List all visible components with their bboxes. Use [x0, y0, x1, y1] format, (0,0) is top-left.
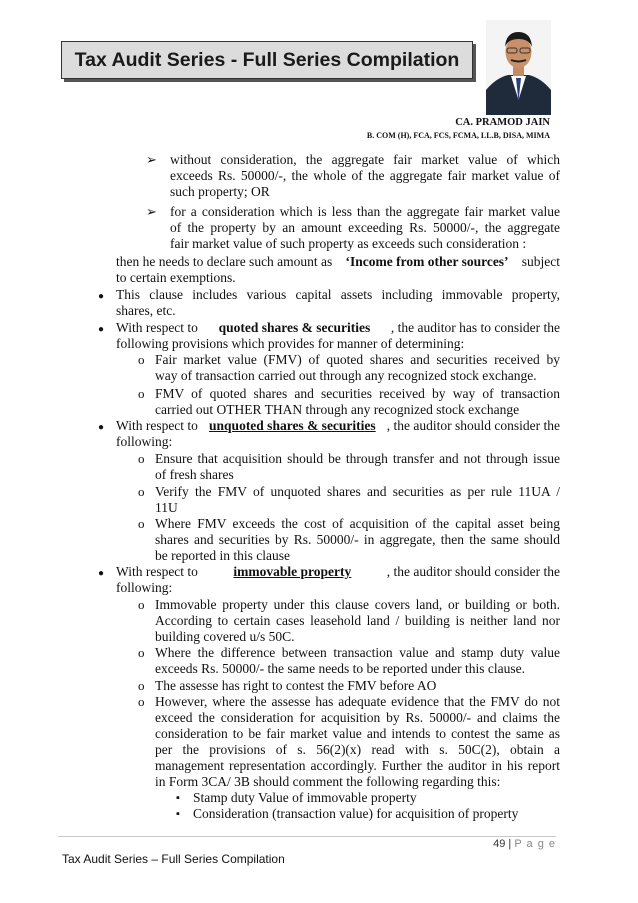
- page-number: 49: [493, 838, 506, 850]
- bullet-emphasis: unquoted shares & securities: [209, 418, 376, 433]
- arrow-item-line: without consideration, the aggregate fair market value of which: [170, 152, 560, 167]
- author-qualifications: B. COM (H), FCA, FCS, FCMA, LL.B, DISA, MIMA: [366, 131, 550, 140]
- bullet-line: [116, 418, 560, 434]
- bullet-marker: ●: [98, 568, 105, 579]
- arrow-item-line: such property; OR: [170, 184, 270, 199]
- bullet-marker: ●: [98, 324, 105, 335]
- page-number-block: 49 | P a g e: [493, 838, 556, 850]
- square-item: Consideration (transaction value) for acquisition of property: [193, 806, 519, 821]
- footer-series-name: Tax Audit Series – Full Series Compilation: [62, 852, 285, 866]
- sub-line: According to certain cases leasehold land / building is neither land nor: [155, 613, 560, 628]
- bullet-emphasis: quoted shares & securities: [218, 320, 371, 335]
- bullet-emphasis: immovable property: [233, 564, 352, 579]
- sub-line: per the provisions of s. 56(2)(x) read with s. 50C(2), obtain a: [155, 742, 560, 757]
- sub-marker: o: [138, 645, 145, 660]
- author-photo-image: [486, 20, 551, 115]
- author-photo: [486, 20, 551, 115]
- arrow-item-line: for a consideration which is less than the aggregate fair market value: [170, 204, 560, 219]
- bullet-marker: ●: [98, 291, 105, 302]
- arrow-item-line: fair market value of such property as exceeds such consideration :: [170, 236, 527, 251]
- sub-line: Verify the FMV of unquoted shares and securities as per rule 11UA /: [155, 484, 560, 499]
- declare-text: subject: [521, 254, 560, 269]
- bullet-marker: ●: [98, 422, 105, 433]
- sub-line: exceeds Rs. 50000/- the same needs to be reported under this clause.: [155, 661, 526, 676]
- sub-marker: o: [138, 694, 145, 709]
- sub-line: in Form 3CA/ 3B should comment the following regarding this:: [155, 774, 501, 789]
- bullet-line: following:: [116, 434, 173, 449]
- page-title: Tax Audit Series - Full Series Compilation: [74, 49, 460, 71]
- sub-marker: o: [138, 386, 145, 401]
- arrow-item-line: of the property by an amount exceeding Rs. 50000/-, the aggregate: [170, 220, 560, 235]
- bullet-line: This clause includes various capital assets including immovable property,: [116, 287, 560, 302]
- arrow-marker: ➢: [146, 204, 157, 219]
- sub-marker: o: [138, 451, 145, 466]
- sub-line: The assesse has right to contest the FMV before AO: [155, 678, 437, 693]
- sub-marker: o: [138, 597, 145, 612]
- declare-text: then he needs to declare such amount as: [116, 254, 333, 269]
- page-label: P a g e: [514, 838, 556, 850]
- declare-line: to certain exemptions.: [116, 270, 236, 285]
- bullet-text: , the auditor should consider the: [386, 564, 560, 579]
- bullet-line: shares, etc.: [116, 303, 176, 318]
- sub-line: Immovable property under this clause covers land, or building or both.: [155, 597, 560, 612]
- sub-line: building covered u/s 50C.: [155, 629, 295, 644]
- sub-line: Where the difference between transaction value and stamp duty value: [155, 645, 560, 660]
- sub-line: be reported in this clause: [155, 548, 290, 563]
- bullet-text: , the auditor has to consider the: [390, 320, 560, 335]
- bullet-text: , the auditor should consider the: [386, 418, 560, 433]
- square-marker: ▪: [176, 808, 180, 820]
- sub-marker: o: [138, 678, 145, 693]
- sub-line: 11U: [155, 500, 178, 515]
- author-name: CA. PRAMOD JAIN: [455, 117, 550, 128]
- bullet-line: [116, 320, 560, 336]
- sub-line: management representation accordingly. Further the auditor in his report: [155, 758, 560, 773]
- title-box: [61, 41, 473, 79]
- bullet-line: [116, 564, 560, 580]
- bullet-text: With respect to: [116, 418, 198, 433]
- sub-line: consideration to be fair market value and intends to contest the same as: [155, 726, 560, 741]
- sub-line: Fair market value (FMV) of quoted shares and securities received by: [155, 352, 560, 367]
- sub-line: exceed the consideration for acquisition by Rs. 50000/- and claims the: [155, 710, 560, 725]
- sub-line: Where FMV exceeds the cost of acquisition of the capital asset being: [155, 516, 560, 531]
- sub-line: way of transaction carried out through any recognized stock exchange.: [155, 368, 537, 383]
- sub-marker: o: [138, 516, 145, 531]
- arrow-item-line: exceeds Rs. 50000/-, the whole of the aggregate fair market value of: [170, 168, 560, 183]
- square-marker: ▪: [176, 792, 180, 804]
- sub-line: FMV of quoted shares and securities received by way of transaction: [155, 386, 560, 401]
- sub-marker: o: [138, 484, 145, 499]
- square-item: Stamp duty Value of immovable property: [193, 790, 417, 805]
- bullet-line: following:: [116, 580, 173, 595]
- declare-emphasis: ‘Income from other sources’: [345, 254, 509, 269]
- bullet-text: With respect to: [116, 320, 198, 335]
- sub-line: Ensure that acquisition should be through transfer and not through issue: [155, 451, 560, 466]
- sub-line: carried out OTHER THAN through any recognized stock exchange: [155, 402, 520, 417]
- bullet-text: With respect to: [116, 564, 198, 579]
- bullet-line: following provisions which provides for manner of determining:: [116, 336, 465, 351]
- declare-line: [116, 254, 560, 270]
- sub-line: However, where the assesse has adequate evidence that the FMV do not: [155, 694, 560, 709]
- sub-line: shares and securities by Rs. 50000/- in aggregate, then the same should: [155, 532, 560, 547]
- arrow-marker: ➢: [146, 152, 157, 167]
- footer-divider: [58, 836, 556, 837]
- sub-marker: o: [138, 352, 145, 367]
- sub-line: of fresh shares: [155, 467, 234, 482]
